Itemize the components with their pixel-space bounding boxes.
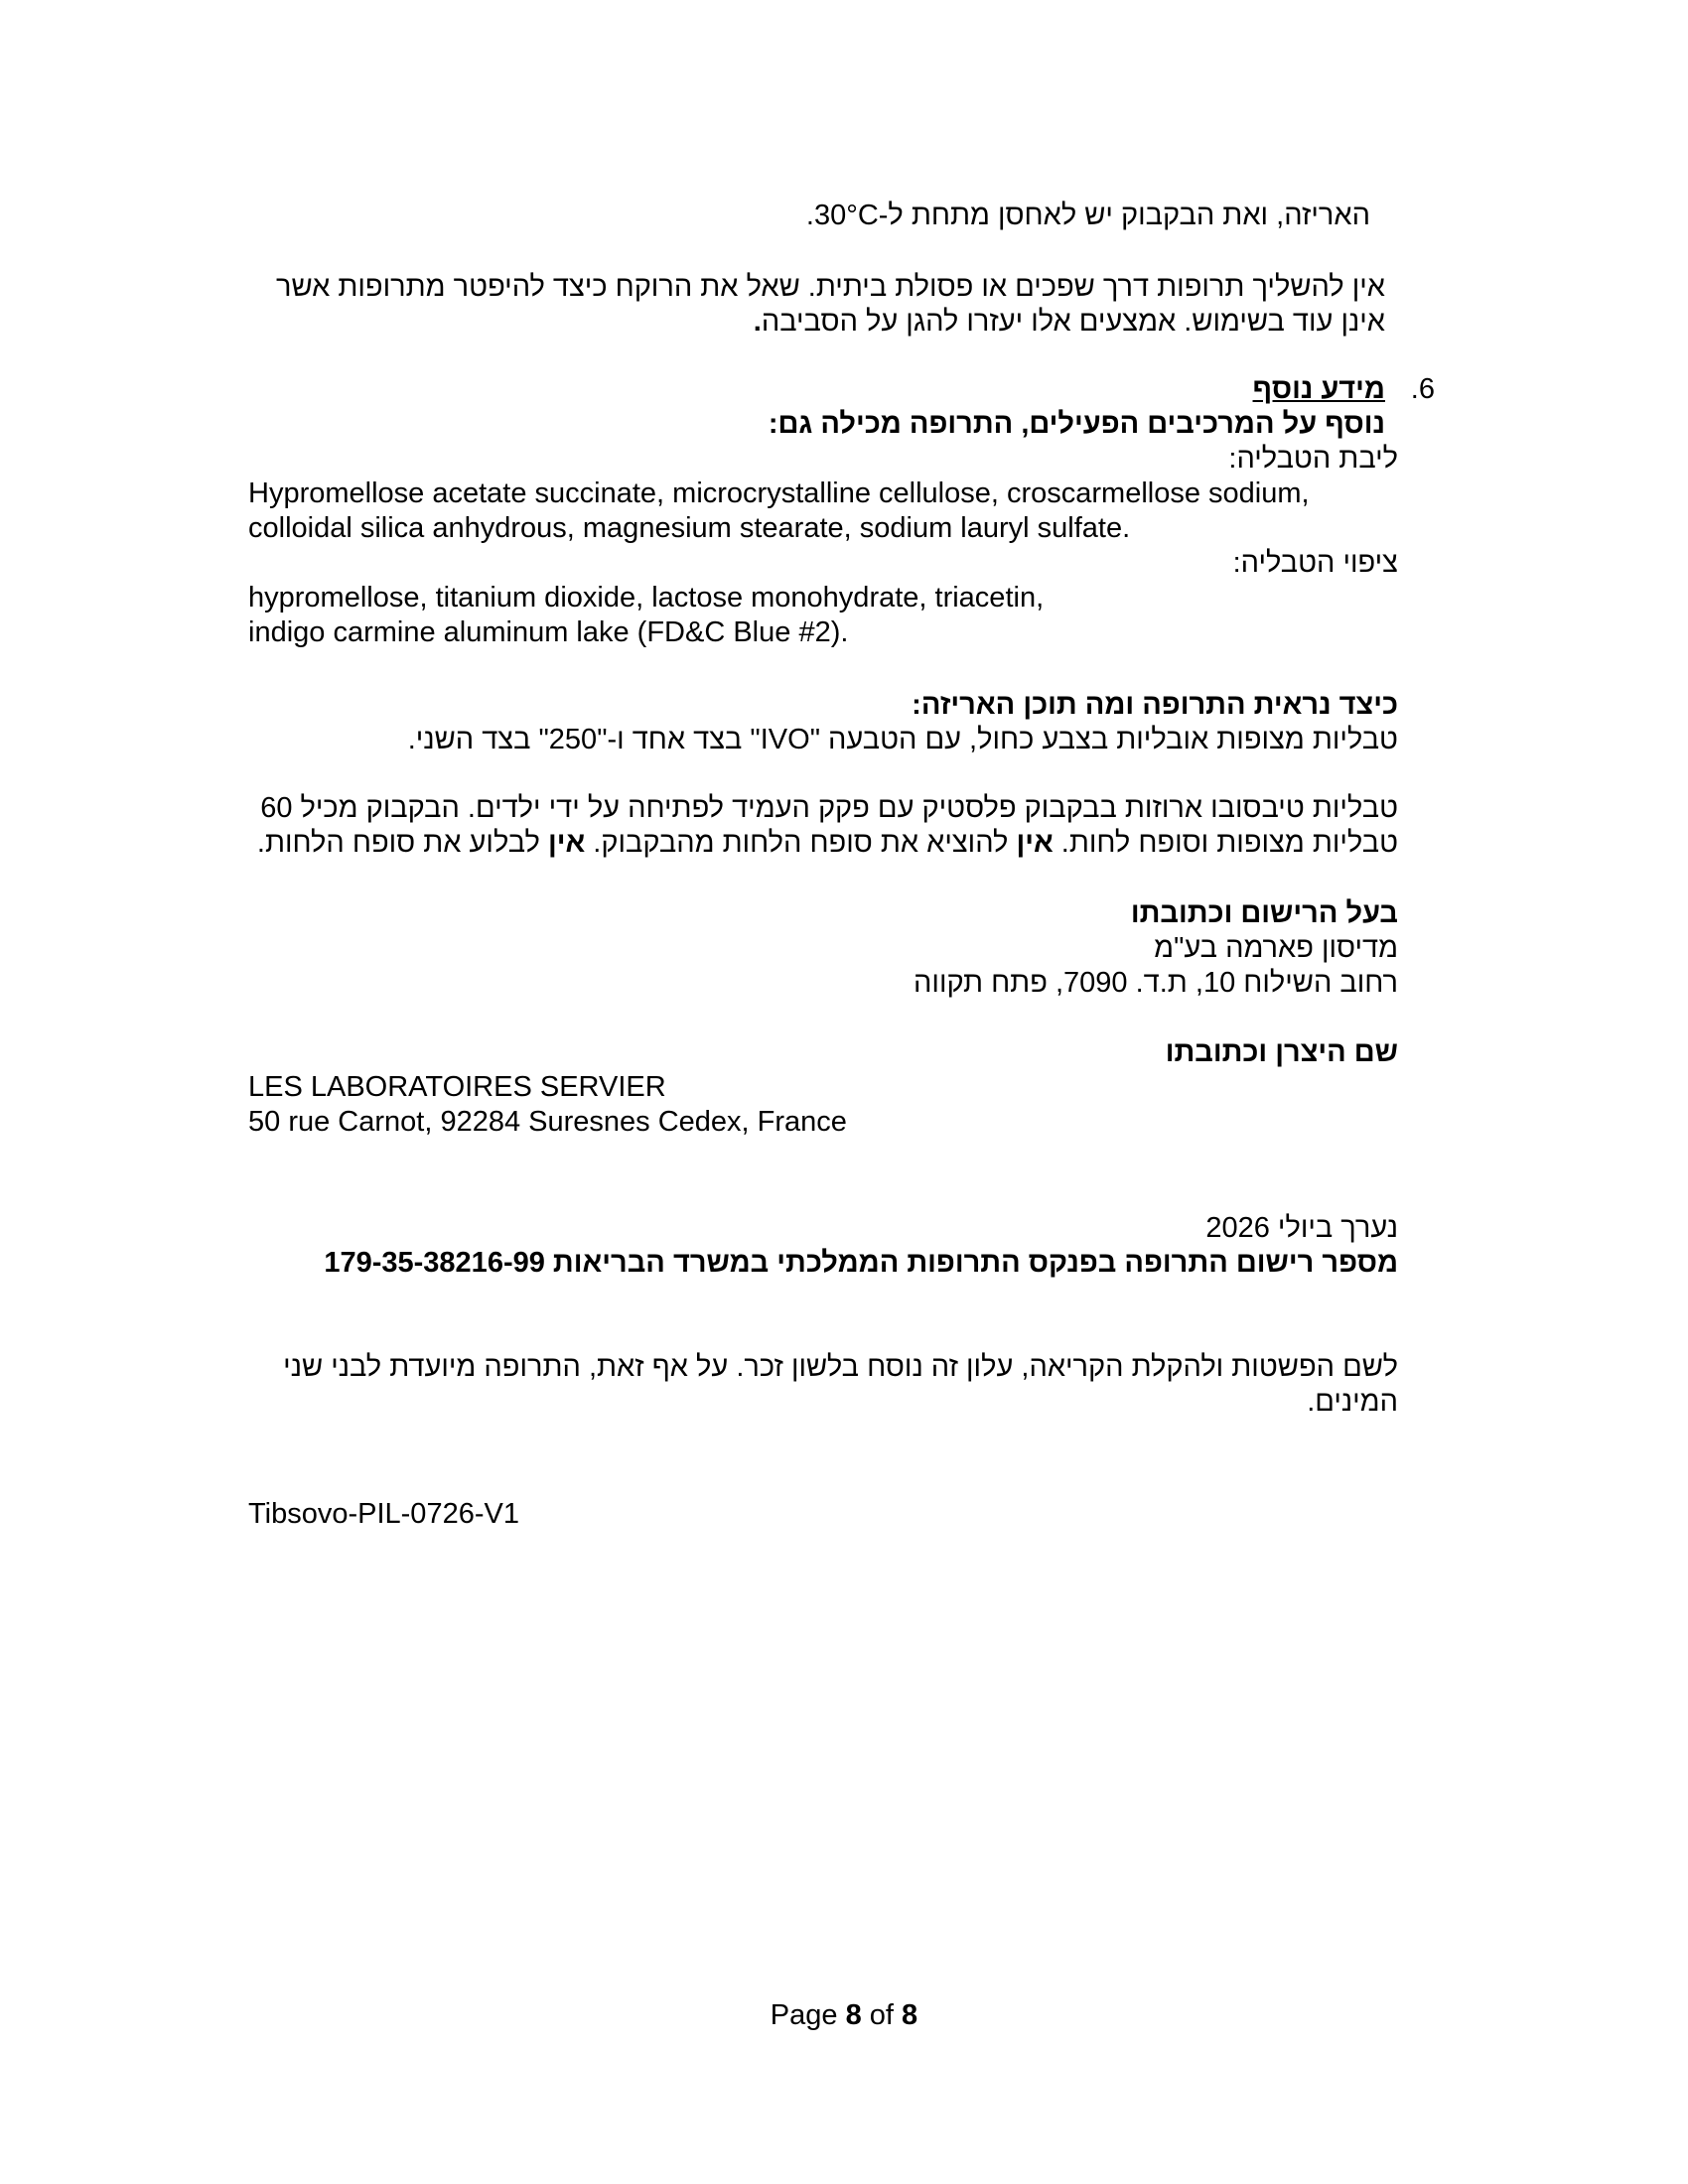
holder-name: מדיסון פארמה בע"מ — [1154, 932, 1398, 964]
revision-date: נערך ביולי 2026 — [1205, 1212, 1398, 1244]
document-code: Tibsovo-PIL-0726-V1 — [248, 1498, 519, 1530]
total-page-count: 8 — [902, 1999, 918, 2031]
disposal-paragraph: אין להשליך תרופות דרך שפכים או פסולת ביתית. שאל את הרוקח כיצד להיפטר מתרופות אשר אינן עוד בשימוש. אמצעים אלו יעזרו להגן על הסביבה. — [276, 271, 1385, 338]
holder-address: רחוב השילוח 10, ת.ד. 7090, פתח תקווה — [914, 967, 1398, 999]
appearance-text: טבליות מצופות אובליות בצבע כחול, עם הטבעה "IVO" בצד אחד ו-"250" בצד השני. — [407, 724, 1398, 755]
pack-paragraph: טבליות טיבסובו ארוזות בבקבוק פלסטיק עם פקק העמיד לפתיחה על ידי ילדים. הבקבוק מכיל 60 טבליות מצופות וסופח לחות. אין להוציא את סופח הלחות מהבקבוק. אין לבלוע את סופח הלחות. — [256, 792, 1398, 859]
coating-label: ציפוי הטבליה: — [1232, 547, 1398, 579]
appearance-heading: כיצד נראית התרופה ומה תוכן האריזה: — [912, 689, 1398, 721]
manufacturer-info: LES LABORATOIRES SERVIER 50 rue Carnot, 92284 Suresnes Cedex, France — [248, 1071, 847, 1138]
section-number: 6. — [1410, 373, 1435, 405]
core-label: ליבת הטבליה: — [1228, 443, 1398, 475]
current-page-number: 8 — [845, 1999, 862, 2031]
registration-number: מספר רישום התרופה בפנקס התרופות הממלכתי במשרד הבריאות 179-35-38216-99 — [324, 1247, 1398, 1279]
holder-heading: בעל הרישום וכתובתו — [1130, 897, 1398, 929]
section-subheading: נוסף על המרכיבים הפעילים, התרופה מכילה גם: — [768, 408, 1385, 440]
storage-text: האריזה, ואת הבקבוק יש לאחסן מתחת ל-30°C. — [805, 200, 1370, 231]
core-ingredients: Hypromellose acetate succinate, microcrystalline cellulose, croscarmellose sodium, colloidal silica anhydrous, magnesium stearate, sodium lauryl sulfate. — [248, 478, 1310, 544]
page-footer: Page 8 of 8 — [770, 1999, 918, 2031]
section-heading: מידע נוסף — [1252, 373, 1385, 405]
manufacturer-heading: שם היצרן וכתובתו — [1165, 1036, 1398, 1068]
coating-ingredients: hypromellose, titanium dioxide, lactose monohydrate, triacetin, indigo carmine aluminum lake (FD&C Blue #2). — [248, 582, 1045, 648]
gender-note: לשם הפשטות ולהקלת הקריאה, עלון זה נוסח בלשון זכר. על אף זאת, התרופה מיועדת לבני שני המינים. — [283, 1351, 1398, 1418]
